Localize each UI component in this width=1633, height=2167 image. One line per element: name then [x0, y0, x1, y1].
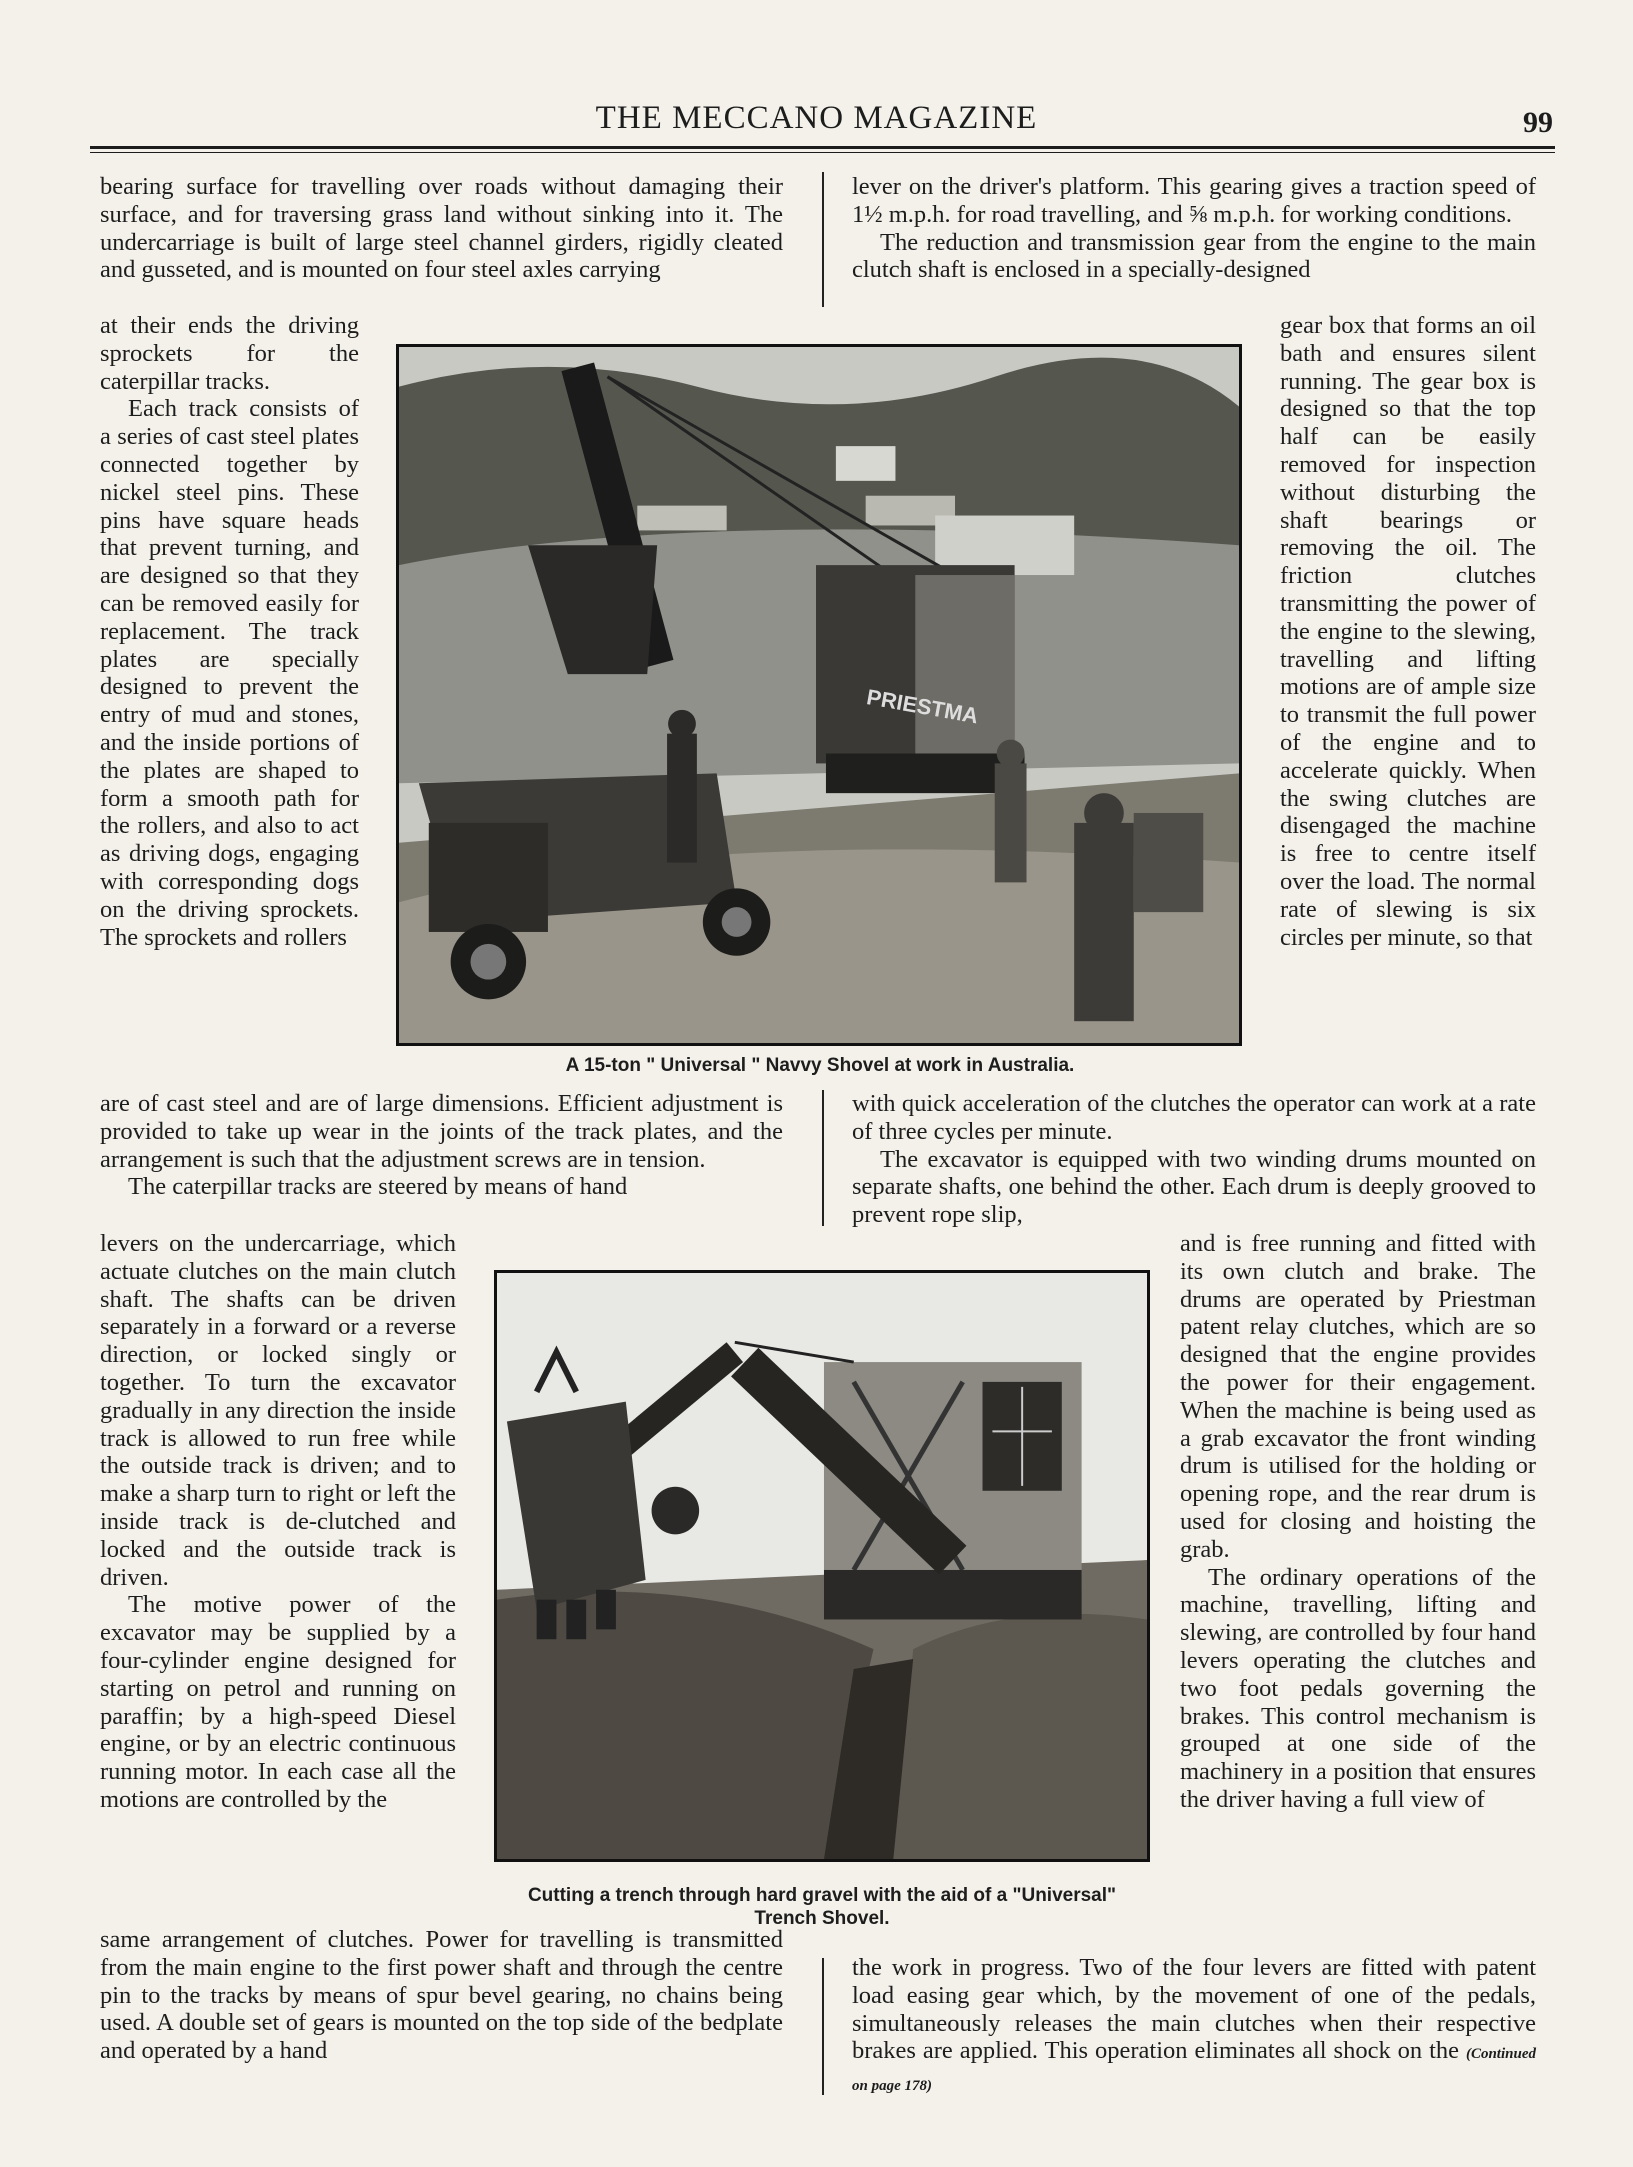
header-rule-thick: [90, 146, 1555, 149]
right-column-bottom-text: [852, 1954, 1536, 2101]
left-wrap-text-1: [100, 312, 359, 951]
paragraph: The excavator is equipped with two winding drums mounted on separate shafts, one behind the other. Each drum is deeply grooved to prevent rope slip,: [852, 1145, 1536, 1229]
paragraph: and is free running and fitted with its own clutch and brake. The drums are operated by Priestman patent relay clutches, which are so designed that the engine provides the power for their engagement. When the machine is being used as a grab excavator the front winding drum is utilised for the holding or opening rope, and the rear drum is used for closing and hoisting the grab.: [1180, 1230, 1536, 1563]
paragraph: lever on the driver's platform. This gearing gives a traction speed of 1½ m.p.h. for road travelling, and ⅝ m.p.h. for working conditions.: [852, 173, 1536, 228]
left-column-middle-text: [100, 1090, 783, 1201]
paragraph: levers on the undercarriage, which actuate clutches on the main clutch shaft. The shafts can be driven separately in a forward or a reverse direction, or locked singly or together. To turn the excavator gradually in any direction the inside track is allowed to run free while the outside track is driven; and to make a sharp turn to right or left the inside track is de-clutched and locked and the outside track is driven.: [100, 1230, 456, 1591]
magazine-title: THE MECCANO MAGAZINE: [595, 100, 1038, 136]
column-divider-middle: [822, 1090, 824, 1226]
caption-line: Trench Shovel.: [754, 1908, 890, 1929]
paragraph: at their ends the driving sprockets for the caterpillar tracks.: [100, 312, 359, 395]
continued-note: (Continued on page 178): [852, 2046, 1536, 2095]
paragraph: The caterpillar tracks are steered by means of hand: [128, 1173, 628, 1201]
cab-lettering: PRIESTMA: [864, 684, 981, 729]
right-wrap-text-2: [1180, 1230, 1536, 1814]
header-rule-thin: [90, 152, 1555, 153]
photo-navvy-shovel: [396, 344, 1242, 1046]
column-divider-bottom: [822, 1958, 824, 2095]
figure-1-caption: A 15-ton " Universal " Navvy Shovel at work in Australia.: [565, 1055, 1075, 1076]
left-column-top-text: bearing surface for travelling over roads without damaging their surface, and for traversing grass land without sinking into it. The undercarriage is built of large steel channel girders, rigidly cleated and gusseted, and is mounted on four steel axles carrying: [100, 173, 783, 284]
paragraph: The reduction and transmission gear from the engine to the main clutch shaft is enclosed in a specially-designed: [852, 228, 1536, 284]
column-divider-top: [822, 172, 824, 307]
paragraph: the work in progress. Two of the four levers are fitted with patent load easing gear which, by the movement of one of the pedals, simultaneously releases the main clutches when their respective brakes are applied. This operation eliminates all shock on the: [852, 1954, 1536, 2065]
right-column-middle-text: [852, 1090, 1536, 1229]
left-column-bottom-text: same arrangement of clutches. Power for travelling is transmitted from the main engine to the first power shaft and through the centre pin to the tracks by means of spur bevel gearing, no chains being used. A double set of gears is mounted on the top side of the bedplate and operated by a hand: [100, 1926, 783, 2065]
figure-2-caption: [480, 1884, 1164, 1930]
left-wrap-text-2: [100, 1230, 456, 1814]
paragraph: The motive power of the excavator may be supplied by a four-cylinder engine designed for starting on petrol and running on paraffin; by a high-speed Diesel engine, or by an electric continuous running motor. In each case all the motions are controlled by the: [100, 1591, 456, 1813]
paragraph: are of cast steel and are of large dimensions. Efficient adjustment is provided to take up wear in the joints of the track plates, and the arrangement is such that the adjustment screws are in tension.: [100, 1090, 783, 1173]
page-number: 99: [1523, 106, 1553, 139]
trench-shovel-illustration: [497, 1273, 1147, 1859]
right-wrap-text-1: gear box that forms an oil bath and ensures silent running. The gear box is designed so that the top half can be easily removed for inspection without disturbing the shaft bearings or removing the oil. The friction clutches transmitting the power of the engine to the slewing, travelling and lifting motions are of ample size to transmit the full power of the engine and to accelerate quickly. When the swing clutches are disengaged the machine is free to centre itself over the load. The normal rate of slewing is six circles per minute, so that: [1280, 312, 1536, 951]
right-column-top-text: [852, 173, 1536, 284]
paragraph: with quick acceleration of the clutches the operator can work at a rate of three cycles per minute.: [852, 1090, 1536, 1145]
paragraph: Each track consists of a series of cast steel plates connected together by nickel steel pins. These pins have square heads that prevent turning, and are designed so that they can be removed easily for replacement. The track plates are specially designed to prevent the entry of mud and stones, and the inside portions of the plates are shaped to form a smooth path for the rollers, and also to act as driving dogs, engaging with corresponding dogs on the driving sprockets. The sprockets and rollers: [100, 395, 359, 951]
photo-trench-shovel: [494, 1270, 1150, 1862]
paragraph: The ordinary operations of the machine, travelling, lifting and slewing, are controlled by four hand levers operating the clutches and two foot pedals governing the brakes. This control mechanism is grouped at one side of the machinery in a position that ensures the driver having a full view of: [1180, 1563, 1536, 1813]
navvy-shovel-illustration: [399, 347, 1239, 1043]
caption-line: Cutting a trench through hard gravel with the aid of a "Universal": [527, 1885, 1117, 1906]
